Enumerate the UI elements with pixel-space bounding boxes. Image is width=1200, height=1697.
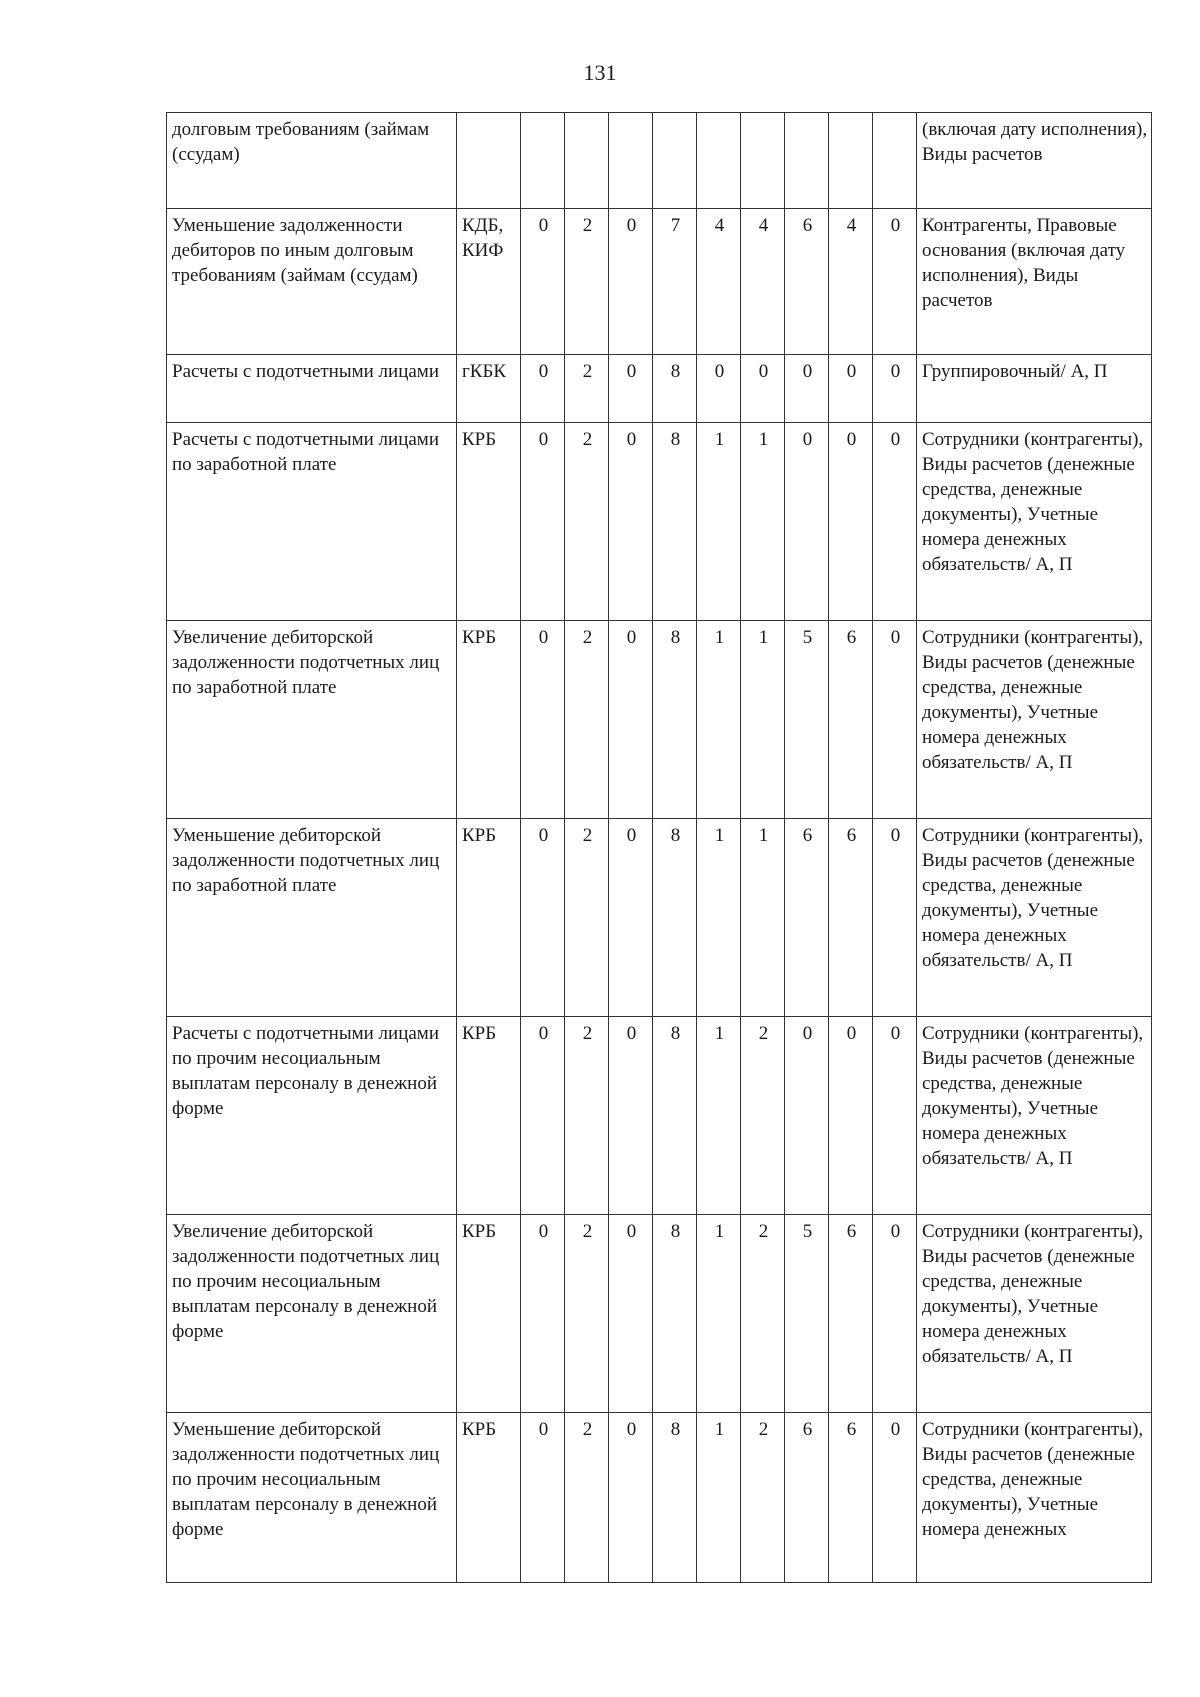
account-digit-cell: 0 — [521, 209, 565, 355]
account-digit-cell: 0 — [521, 621, 565, 819]
account-digit-cell: 4 — [829, 209, 873, 355]
account-digit-cell: 2 — [565, 423, 609, 621]
account-name-cell: долговым требованиям (займам (ссудам) — [167, 113, 457, 209]
account-digit-cell: 2 — [741, 1017, 785, 1215]
account-digit-cell: 8 — [653, 1215, 697, 1413]
kfo-code-cell — [457, 113, 521, 209]
account-digit-cell: 6 — [829, 1413, 873, 1583]
table-row — [167, 819, 1152, 1017]
kfo-code-cell: КРБ — [457, 621, 521, 819]
account-digit-cell — [741, 113, 785, 209]
account-name-cell: Уменьшение дебиторской задолженности подотчетных лиц по прочим несоциальным выплатам персоналу в денежной форме — [167, 1413, 457, 1583]
account-digit-cell: 2 — [565, 1413, 609, 1583]
account-digit-cell: 0 — [521, 423, 565, 621]
account-digit-cell: 1 — [697, 1017, 741, 1215]
account-digit-cell: 0 — [609, 819, 653, 1017]
account-digit-cell: 0 — [873, 423, 917, 621]
account-digit-cell: 0 — [873, 1215, 917, 1413]
account-digit-cell: 0 — [785, 355, 829, 423]
account-digit-cell — [829, 113, 873, 209]
account-digit-cell: 0 — [873, 209, 917, 355]
account-name-cell: Уменьшение задолженности дебиторов по иным долговым требованиям (займам (ссудам) — [167, 209, 457, 355]
account-digit-cell — [609, 113, 653, 209]
account-digit-cell: 0 — [741, 355, 785, 423]
analytics-cell: Сотрудники (контрагенты), Виды расчетов (денежные средства, денежные документы), Учетные номера денежных обязательств/ А, П — [917, 1017, 1152, 1215]
account-digit-cell — [785, 113, 829, 209]
analytics-cell: Контрагенты, Правовые основания (включая дату исполнения), Виды расчетов — [917, 209, 1152, 355]
account-digit-cell: 1 — [697, 423, 741, 621]
account-digit-cell: 8 — [653, 1413, 697, 1583]
kfo-code-cell: КДБ, КИФ — [457, 209, 521, 355]
account-digit-cell: 1 — [697, 1215, 741, 1413]
analytics-cell: Сотрудники (контрагенты), Виды расчетов (денежные средства, денежные документы), Учетные номера денежных обязательств/ А, П — [917, 1215, 1152, 1413]
analytics-cell: Группировочный/ А, П — [917, 355, 1152, 423]
account-name-cell: Увеличение дебиторской задолженности подотчетных лиц по заработной плате — [167, 621, 457, 819]
table-row — [167, 355, 1152, 423]
account-digit-cell: 1 — [697, 819, 741, 1017]
account-digit-cell: 0 — [829, 355, 873, 423]
account-digit-cell: 0 — [521, 1215, 565, 1413]
accounts-table — [166, 112, 1152, 1583]
table-row — [167, 209, 1152, 355]
kfo-code-cell: КРБ — [457, 1017, 521, 1215]
account-digit-cell — [873, 113, 917, 209]
account-digit-cell: 0 — [785, 1017, 829, 1215]
account-digit-cell: 0 — [521, 1017, 565, 1215]
analytics-cell: Сотрудники (контрагенты), Виды расчетов (денежные средства, денежные документы), Учетные номера денежных — [917, 1413, 1152, 1583]
account-name-cell: Расчеты с подотчетными лицами — [167, 355, 457, 423]
account-digit-cell: 4 — [741, 209, 785, 355]
account-digit-cell: 2 — [741, 1215, 785, 1413]
account-digit-cell: 0 — [609, 355, 653, 423]
account-digit-cell: 0 — [873, 355, 917, 423]
account-digit-cell: 6 — [829, 1215, 873, 1413]
account-digit-cell: 8 — [653, 621, 697, 819]
account-digit-cell: 0 — [873, 1017, 917, 1215]
account-digit-cell: 1 — [697, 621, 741, 819]
account-digit-cell: 5 — [785, 621, 829, 819]
account-digit-cell — [653, 113, 697, 209]
account-digit-cell: 2 — [565, 1017, 609, 1215]
account-digit-cell: 0 — [521, 819, 565, 1017]
account-digit-cell: 6 — [829, 819, 873, 1017]
account-digit-cell: 2 — [565, 819, 609, 1017]
analytics-cell: Сотрудники (контрагенты), Виды расчетов (денежные средства, денежные документы), Учетные номера денежных обязательств/ А, П — [917, 621, 1152, 819]
account-digit-cell: 1 — [697, 1413, 741, 1583]
account-digit-cell — [521, 113, 565, 209]
account-digit-cell: 6 — [785, 819, 829, 1017]
account-digit-cell — [565, 113, 609, 209]
account-digit-cell: 2 — [741, 1413, 785, 1583]
account-digit-cell: 0 — [785, 423, 829, 621]
account-digit-cell: 0 — [829, 1017, 873, 1215]
account-digit-cell: 0 — [521, 1413, 565, 1583]
account-digit-cell: 0 — [609, 621, 653, 819]
account-digit-cell: 8 — [653, 355, 697, 423]
analytics-cell: Сотрудники (контрагенты), Виды расчетов (денежные средства, денежные документы), Учетные номера денежных обязательств/ А, П — [917, 423, 1152, 621]
account-name-cell: Уменьшение дебиторской задолженности подотчетных лиц по заработной плате — [167, 819, 457, 1017]
account-digit-cell: 0 — [521, 355, 565, 423]
account-digit-cell: 0 — [829, 423, 873, 621]
table-row — [167, 1413, 1152, 1583]
account-digit-cell: 0 — [697, 355, 741, 423]
account-digit-cell: 2 — [565, 209, 609, 355]
account-digit-cell: 1 — [741, 819, 785, 1017]
account-digit-cell — [697, 113, 741, 209]
account-digit-cell: 0 — [609, 1017, 653, 1215]
table-row — [167, 1017, 1152, 1215]
account-digit-cell: 2 — [565, 621, 609, 819]
page-number: 131 — [583, 60, 617, 85]
account-digit-cell: 2 — [565, 1215, 609, 1413]
table-row — [167, 423, 1152, 621]
account-digit-cell: 8 — [653, 819, 697, 1017]
kfo-code-cell: КРБ — [457, 1413, 521, 1583]
table-row — [167, 621, 1152, 819]
account-digit-cell: 0 — [609, 1413, 653, 1583]
account-digit-cell: 0 — [609, 209, 653, 355]
account-digit-cell: 0 — [873, 1413, 917, 1583]
account-digit-cell: 1 — [741, 423, 785, 621]
analytics-cell: Сотрудники (контрагенты), Виды расчетов (денежные средства, денежные документы), Учетные номера денежных обязательств/ А, П — [917, 819, 1152, 1017]
account-name-cell: Расчеты с подотчетными лицами по прочим несоциальным выплатам персоналу в денежной форме — [167, 1017, 457, 1215]
account-digit-cell: 8 — [653, 423, 697, 621]
account-digit-cell: 8 — [653, 1017, 697, 1215]
account-digit-cell: 6 — [785, 209, 829, 355]
kfo-code-cell: КРБ — [457, 819, 521, 1017]
account-digit-cell: 1 — [741, 621, 785, 819]
account-digit-cell: 7 — [653, 209, 697, 355]
account-digit-cell: 0 — [609, 1215, 653, 1413]
account-digit-cell: 0 — [873, 819, 917, 1017]
table-row — [167, 113, 1152, 209]
analytics-cell: (включая дату исполнения), Виды расчетов — [917, 113, 1152, 209]
account-digit-cell: 0 — [609, 423, 653, 621]
account-digit-cell: 6 — [829, 621, 873, 819]
table-row — [167, 1215, 1152, 1413]
account-digit-cell: 2 — [565, 355, 609, 423]
kfo-code-cell: КРБ — [457, 423, 521, 621]
kfo-code-cell: КРБ — [457, 1215, 521, 1413]
kfo-code-cell: гКБК — [457, 355, 521, 423]
account-digit-cell: 0 — [873, 621, 917, 819]
account-digit-cell: 6 — [785, 1413, 829, 1583]
account-digit-cell: 4 — [697, 209, 741, 355]
account-name-cell: Увеличение дебиторской задолженности подотчетных лиц по прочим несоциальным выплатам персоналу в денежной форме — [167, 1215, 457, 1413]
account-digit-cell: 5 — [785, 1215, 829, 1413]
account-name-cell: Расчеты с подотчетными лицами по заработной плате — [167, 423, 457, 621]
